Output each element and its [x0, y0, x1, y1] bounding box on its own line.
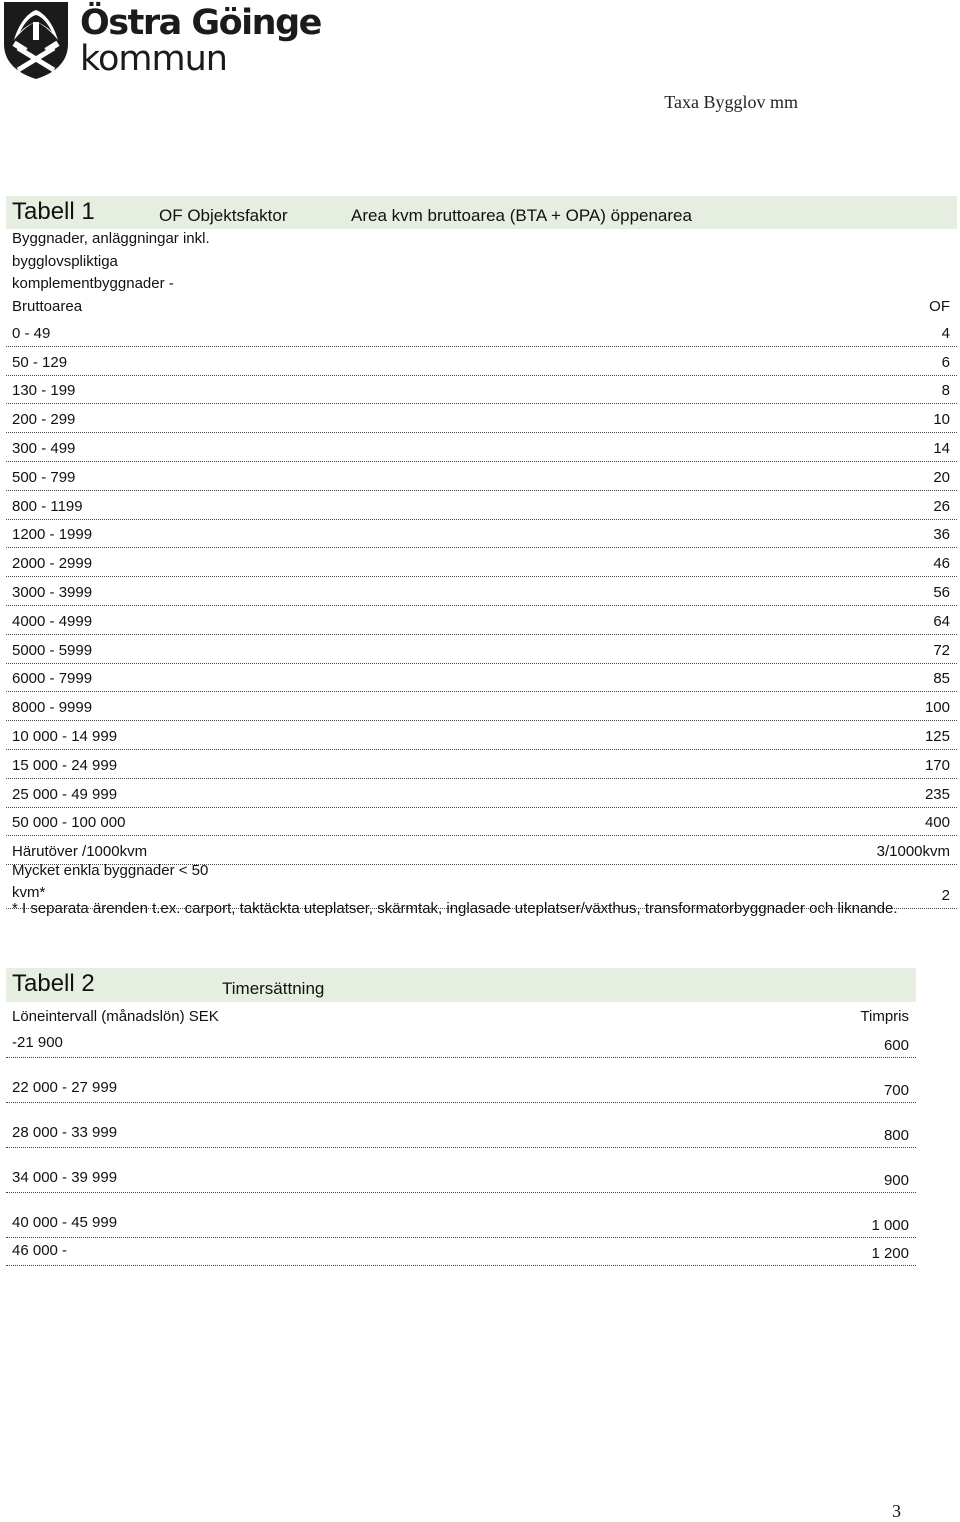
table1-area-label: Area kvm bruttoarea (BTA + OPA) öppenarea — [351, 206, 692, 225]
table1-header-band — [6, 196, 957, 229]
table-row — [6, 1103, 916, 1148]
object-factor-cell: 2 — [941, 887, 950, 905]
salary-interval-cell: 28 000 - 33 999 — [12, 1124, 118, 1141]
area-range-cell: 0 - 49 — [12, 324, 51, 342]
area-range-cell: 4000 - 4999 — [12, 612, 93, 630]
salary-interval-cell: 34 000 - 39 999 — [12, 1169, 118, 1186]
table-row — [6, 1238, 916, 1266]
area-range-cell: 25 000 - 49 999 — [12, 785, 118, 803]
object-factor-cell: 6 — [941, 353, 950, 371]
municipality-logo — [0, 0, 320, 82]
document-title: Taxa Bygglov mm — [664, 92, 798, 112]
hourly-price-cell: 700 — [883, 1082, 909, 1099]
object-factor-cell: 26 — [933, 497, 950, 515]
object-factor-cell: 4 — [941, 324, 950, 342]
object-factor-cell: 100 — [924, 699, 950, 717]
table2-header-band — [6, 968, 916, 1002]
table-row — [6, 433, 957, 462]
hourly-price-cell: 1 200 — [871, 1245, 909, 1262]
table-row — [6, 347, 957, 376]
area-range-cell: 200 - 299 — [12, 411, 76, 429]
table-row — [6, 606, 957, 635]
table1-of-column-header: OF — [929, 298, 950, 315]
logo-name: Östra Göinge — [80, 3, 321, 43]
salary-interval-cell: 46 000 - — [12, 1242, 68, 1259]
table1-title: Tabell 1 — [12, 198, 95, 225]
table-row — [6, 692, 957, 721]
table-row — [6, 462, 957, 491]
table-row — [6, 779, 957, 808]
area-range-cell: Härutöver /1000kvm — [12, 843, 148, 861]
object-factor-cell: 64 — [933, 612, 950, 630]
object-factor-cell: 8 — [941, 382, 950, 400]
object-factor-cell: 235 — [924, 785, 950, 803]
area-range-cell: 50 000 - 100 000 — [12, 814, 126, 832]
hourly-price-cell: 1 000 — [871, 1217, 909, 1234]
salary-interval-cell: -21 900 — [12, 1034, 63, 1051]
table-row — [6, 750, 957, 779]
area-range-cell: 15 000 - 24 999 — [12, 756, 118, 774]
object-factor-cell: 10 — [933, 411, 950, 429]
area-range-cell: 5000 - 5999 — [12, 641, 93, 659]
salary-interval-cell: 22 000 - 27 999 — [12, 1079, 118, 1096]
table-row — [6, 1058, 916, 1103]
table2-salary-column-header: Löneintervall (månadslön) SEK — [12, 1008, 219, 1025]
table-row — [6, 635, 957, 664]
table1-of-label: OF Objektsfaktor — [159, 206, 288, 225]
object-factor-cell: 46 — [933, 555, 950, 573]
object-factor-cell: 56 — [933, 583, 950, 601]
table1-footnote: * I separata ärenden t.ex. carport, taktäckta uteplatser, skärmtak, inglasade uteplatser/växthus, transformatorbyggnader och liknande. — [12, 900, 898, 917]
area-range-cell: 300 - 499 — [12, 439, 76, 457]
object-factor-cell: 85 — [933, 670, 950, 688]
area-range-cell: 3000 - 3999 — [12, 583, 93, 601]
table-row — [6, 1030, 916, 1058]
area-range-cell: 8000 - 9999 — [12, 699, 93, 717]
object-factor-cell: 20 — [933, 468, 950, 486]
object-factor-cell: 170 — [924, 756, 950, 774]
area-range-cell: 1200 - 1999 — [12, 526, 93, 544]
object-factor-cell: 14 — [933, 439, 950, 457]
table-row — [6, 1148, 916, 1193]
table-row — [6, 548, 957, 577]
object-factor-cell: 72 — [933, 641, 950, 659]
table2-title: Tabell 2 — [12, 970, 95, 997]
object-factor-cell: 36 — [933, 526, 950, 544]
page-number: 3 — [892, 1501, 901, 1521]
table-row — [6, 577, 957, 606]
salary-interval-cell: 40 000 - 45 999 — [12, 1214, 118, 1231]
area-range-cell: 500 - 799 — [12, 468, 76, 486]
table-row — [6, 404, 957, 433]
area-range-cell: 800 - 1199 — [12, 497, 83, 515]
area-range-cell: 50 - 129 — [12, 353, 68, 371]
table-row — [6, 808, 957, 837]
table2-price-column-header: Timpris — [860, 1008, 909, 1025]
table1-area-column-header: Byggnader, anläggningar inkl. bygglovspliktiga komplementbyggnader - Bruttoarea — [12, 230, 210, 315]
logo-subtitle: kommun — [80, 39, 227, 79]
hourly-price-cell: 900 — [883, 1172, 909, 1189]
area-range-cell: Mycket enkla byggnader < 50 kvm* — [12, 862, 209, 902]
hourly-price-cell: 800 — [883, 1127, 909, 1144]
area-range-cell: 10 000 - 14 999 — [12, 727, 118, 745]
hourly-price-cell: 600 — [883, 1037, 909, 1054]
object-factor-cell: 3/1000kvm — [876, 843, 950, 861]
area-range-cell: 130 - 199 — [12, 382, 76, 400]
table-row — [6, 376, 957, 405]
object-factor-cell: 125 — [924, 727, 950, 745]
table-row — [6, 1193, 916, 1238]
object-factor-cell: 400 — [924, 814, 950, 832]
table-row — [6, 318, 957, 347]
coat-of-arms-icon — [2, 0, 70, 80]
table-row — [6, 664, 957, 693]
table-row — [6, 520, 957, 549]
table1-body — [6, 318, 957, 909]
table2-subtitle: Timersättning — [222, 979, 325, 998]
area-range-cell: 6000 - 7999 — [12, 670, 93, 688]
table-row — [6, 721, 957, 750]
table2-column-headers — [6, 1006, 916, 1030]
area-range-cell: 2000 - 2999 — [12, 555, 93, 573]
table-row — [6, 491, 957, 520]
table2-body — [6, 1030, 916, 1266]
